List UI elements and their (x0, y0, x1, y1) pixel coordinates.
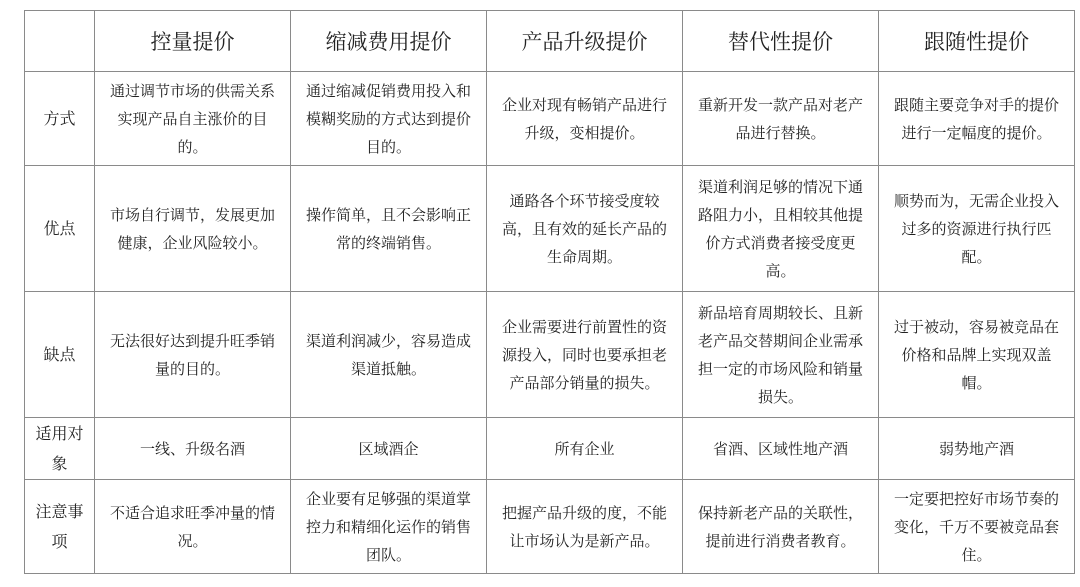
header-follow: 跟随性提价 (879, 11, 1075, 72)
table-cell: 不适合追求旺季冲量的情况。 (95, 480, 291, 574)
comparison-table-wrapper (24, 10, 1075, 574)
table-cell: 操作简单，且不会影响正常的终端销售。 (291, 166, 487, 292)
header-product-upgrade: 产品升级提价 (487, 11, 683, 72)
row-label: 方式 (25, 72, 95, 166)
row-label: 缺点 (25, 292, 95, 418)
table-cell: 通过调节市场的供需关系实现产品自主涨价的目的。 (95, 72, 291, 166)
table-cell: 所有企业 (487, 418, 683, 480)
table-row-applicable (25, 418, 1075, 480)
table-cell: 省酒、区域性地产酒 (683, 418, 879, 480)
table-cell: 一定要把控好市场节奏的变化，千万不要被竞品套住。 (879, 480, 1075, 574)
table-cell: 企业对现有畅销产品进行升级，变相提价。 (487, 72, 683, 166)
table-cell: 市场自行调节，发展更加健康，企业风险较小。 (95, 166, 291, 292)
row-label: 适用对象 (25, 418, 95, 480)
table-cell: 跟随主要竞争对手的提价进行一定幅度的提价。 (879, 72, 1075, 166)
table-row-notes (25, 480, 1075, 574)
header-cost-reduction: 缩减费用提价 (291, 11, 487, 72)
table-cell: 顺势而为，无需企业投入过多的资源进行执行匹配。 (879, 166, 1075, 292)
table-cell: 企业要有足够强的渠道掌控力和精细化运作的销售团队。 (291, 480, 487, 574)
header-substitution: 替代性提价 (683, 11, 879, 72)
table-row-advantages (25, 166, 1075, 292)
table-cell: 通过缩减促销费用投入和模糊奖励的方式达到提价目的。 (291, 72, 487, 166)
header-corner-cell (25, 11, 95, 72)
header-row (25, 11, 1075, 72)
table-cell: 区域酒企 (291, 418, 487, 480)
price-increase-comparison-table (24, 10, 1075, 574)
table-row-method (25, 72, 1075, 166)
row-label: 注意事项 (25, 480, 95, 574)
header-volume-control: 控量提价 (95, 11, 291, 72)
table-cell: 过于被动，容易被竞品在价格和品牌上实现双盖帽。 (879, 292, 1075, 418)
table-cell: 把握产品升级的度，不能让市场认为是新产品。 (487, 480, 683, 574)
table-cell: 渠道利润足够的情况下通路阻力小，且相较其他提价方式消费者接受度更高。 (683, 166, 879, 292)
table-cell: 渠道利润减少，容易造成渠道抵触。 (291, 292, 487, 418)
table-cell: 新品培育周期较长、且新老产品交替期间企业需承担一定的市场风险和销量损失。 (683, 292, 879, 418)
table-cell: 重新开发一款产品对老产品进行替换。 (683, 72, 879, 166)
table-cell: 企业需要进行前置性的资源投入，同时也要承担老产品部分销量的损失。 (487, 292, 683, 418)
table-cell: 弱势地产酒 (879, 418, 1075, 480)
table-cell: 保持新老产品的关联性，提前进行消费者教育。 (683, 480, 879, 574)
table-cell: 无法很好达到提升旺季销量的目的。 (95, 292, 291, 418)
table-row-disadvantages (25, 292, 1075, 418)
table-cell: 一线、升级名酒 (95, 418, 291, 480)
row-label: 优点 (25, 166, 95, 292)
table-cell: 通路各个环节接受度较高，且有效的延长产品的生命周期。 (487, 166, 683, 292)
